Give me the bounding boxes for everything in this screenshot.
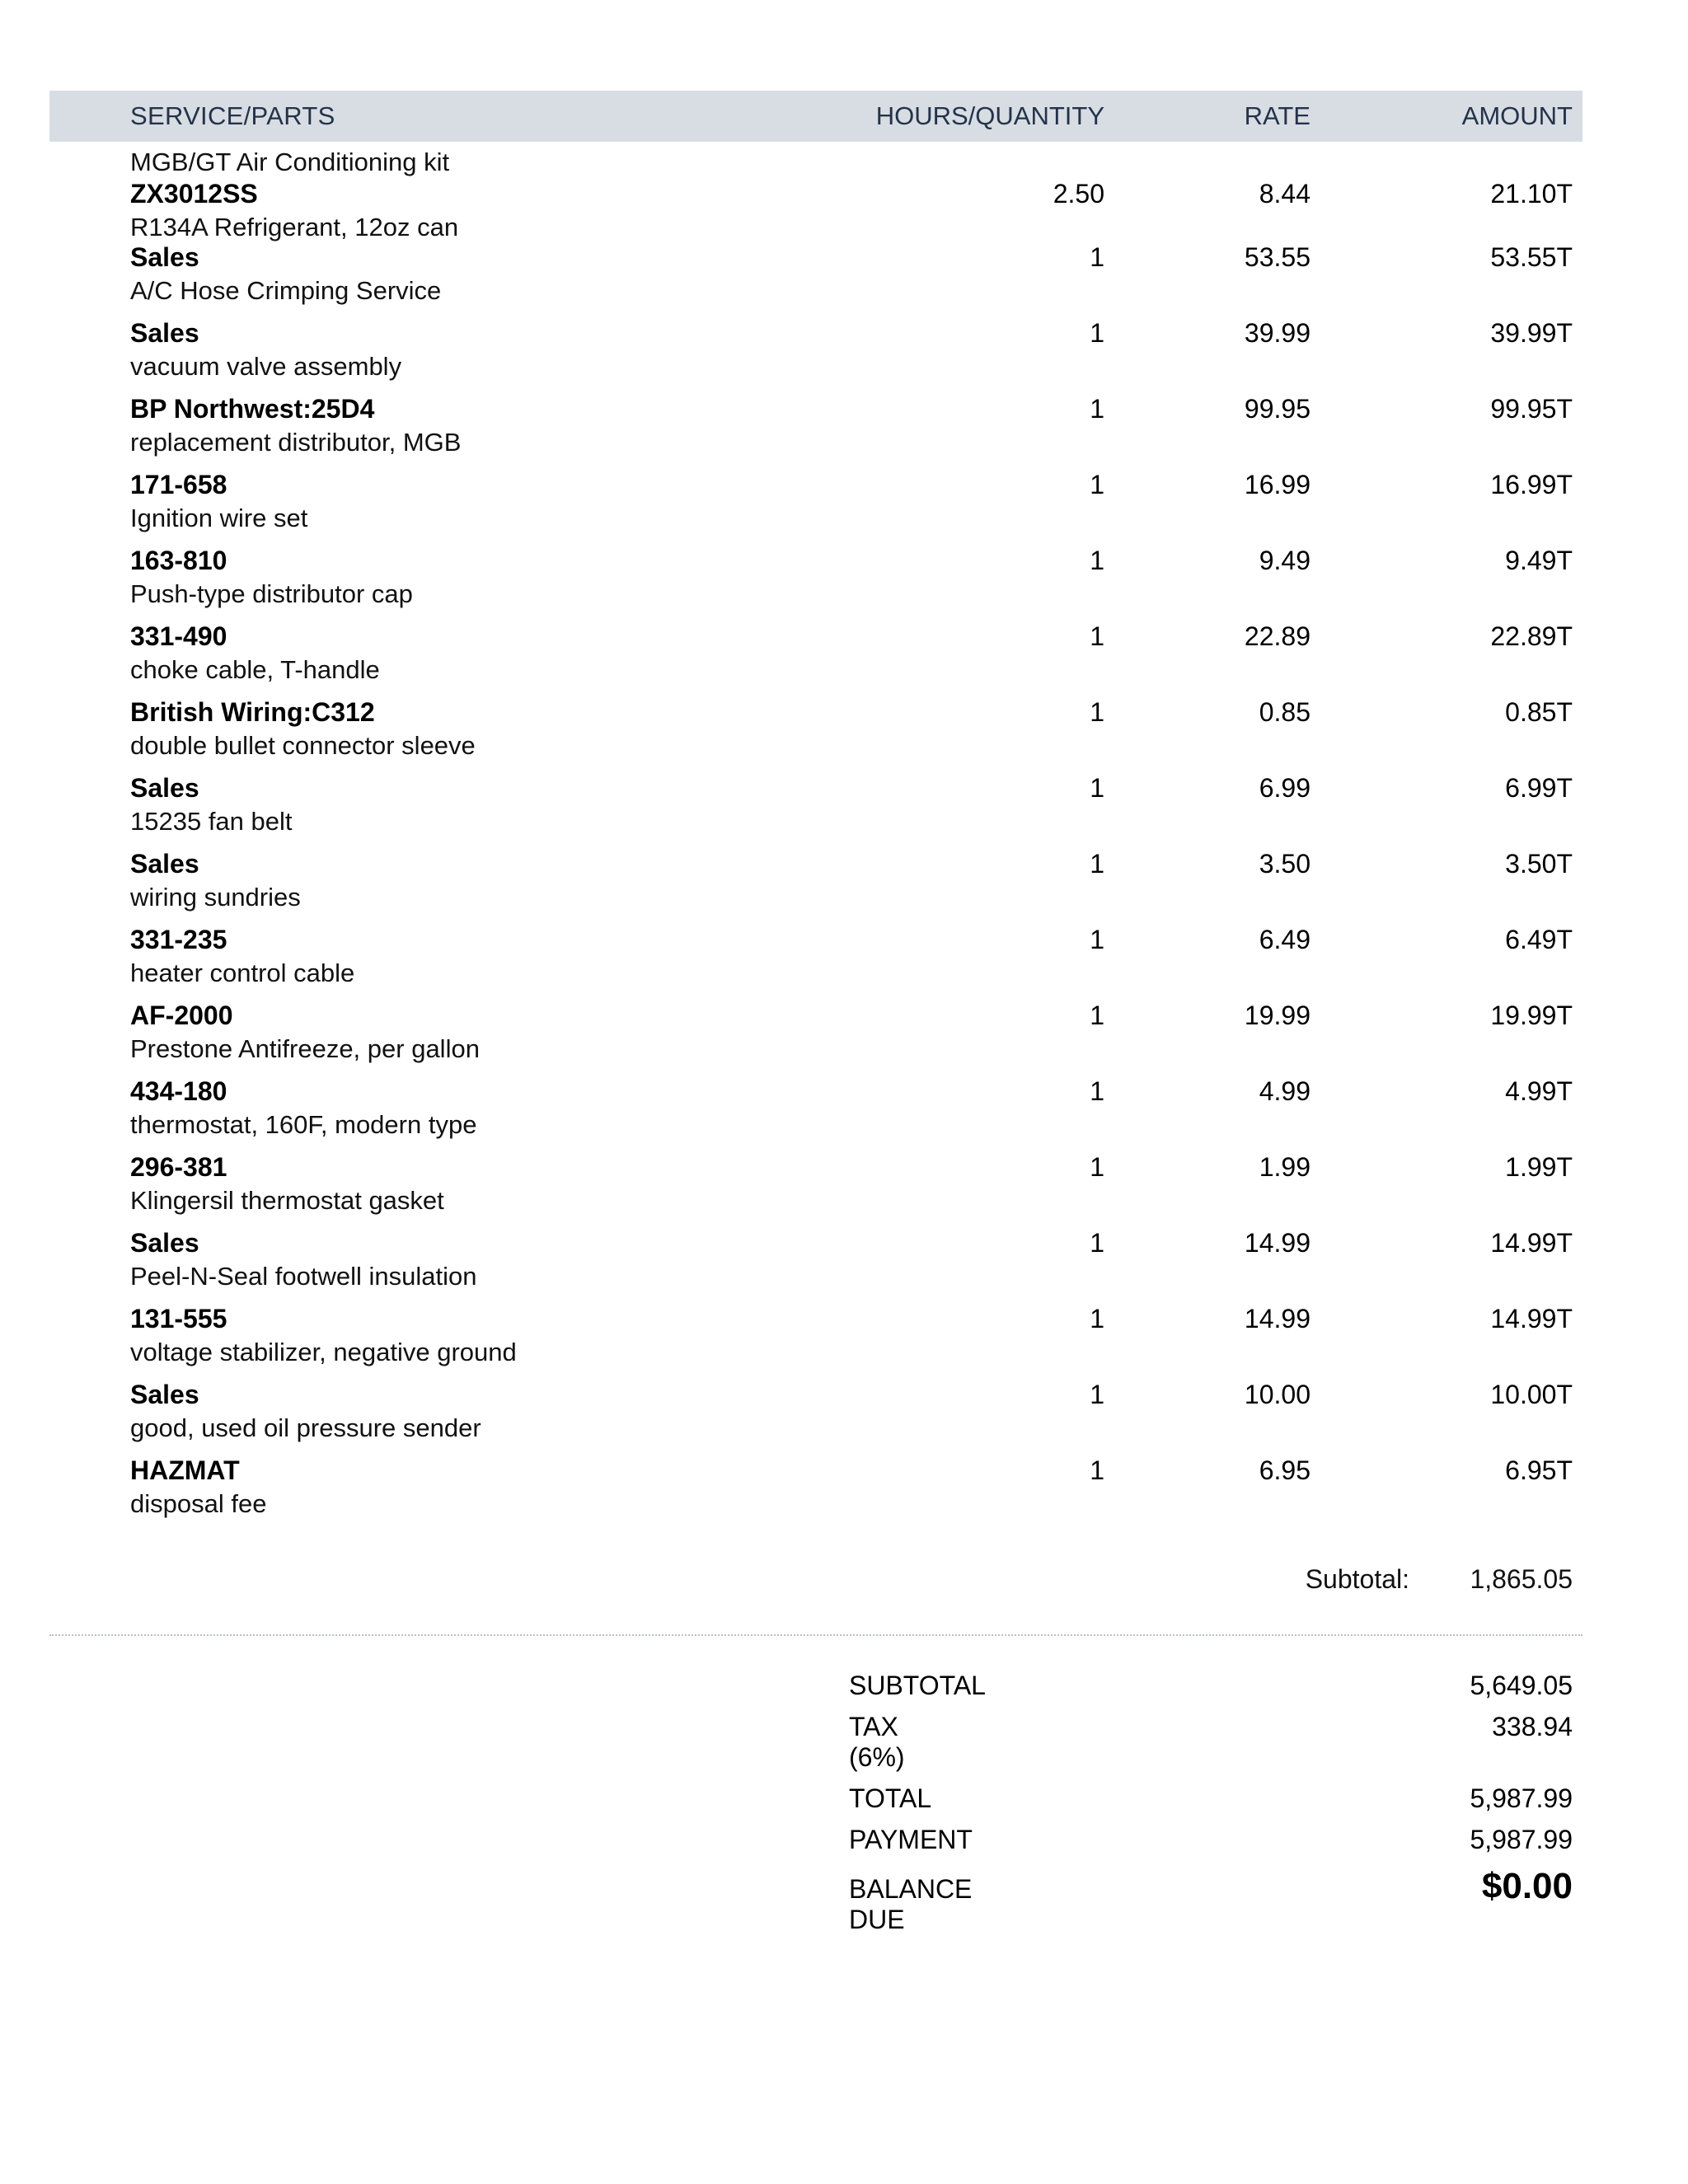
line-item-description: choke cable, T-handle [130,654,380,684]
line-item-row [49,849,1582,880]
section-subtotal-label: Subtotal: [1305,1564,1409,1595]
line-items-list [49,142,1582,1531]
line-item-row [49,394,1582,425]
line-item-code: Sales [130,1380,199,1410]
totals-block [49,1671,1582,1935]
totals-value: $0.00 [1481,1866,1573,1907]
totals-value: 5,987.99 [1470,1783,1573,1814]
line-item [49,1380,1582,1455]
totals-row [49,1825,1582,1855]
line-item-code: Sales [130,1228,199,1258]
line-item-rate: 6.95 [1259,1455,1311,1486]
line-item-quantity: 1 [1090,546,1104,576]
line-item-quantity: 1 [1090,470,1104,500]
line-item-description: Prestone Antifreeze, per gallon [130,1033,480,1063]
line-item-quantity: 1 [1090,1152,1104,1183]
line-item-description: good, used oil pressure sender [130,1413,481,1442]
line-item-row [49,1455,1582,1487]
line-item-quantity: 1 [1090,394,1104,424]
line-item-rate: 4.99 [1259,1076,1311,1107]
totals-value: 5,649.05 [1470,1671,1573,1701]
totals-row [49,1866,1582,1935]
line-item-description: A/C Hose Crimping Service [130,275,442,305]
line-item-amount: 1.99T [1505,1152,1573,1183]
line-item [49,1455,1582,1531]
totals-label: TAX (6%) [849,1712,905,1773]
line-item-code: 131-555 [130,1304,227,1334]
line-item-rate: 14.99 [1244,1228,1311,1258]
line-item-description: heater control cable [130,958,355,987]
line-item-rate: 0.85 [1259,697,1311,728]
line-item-rate: 14.99 [1244,1304,1311,1334]
line-item-code: 331-235 [130,925,227,955]
line-item-code: AF-2000 [130,1001,233,1031]
line-item-rate: 3.50 [1259,849,1311,879]
line-item-amount: 4.99T [1505,1076,1573,1107]
line-item-amount: 21.10T [1490,179,1573,209]
line-item-rate: 10.00 [1244,1380,1311,1410]
line-item-description: R134A Refrigerant, 12oz can [130,212,459,241]
line-item-row [49,1380,1582,1411]
line-item-code: Sales [130,242,199,273]
line-item-row [49,773,1582,804]
section-subtotal-row [49,1564,1582,1595]
line-item-description: double bullet connector sleeve [130,730,476,760]
table-header-row [49,91,1582,142]
line-item [49,621,1582,697]
line-item-code: ZX3012SS [130,179,258,209]
line-item-amount: 16.99T [1490,470,1573,500]
line-item-description: thermostat, 160F, modern type [130,1109,477,1139]
line-item-amount: 14.99T [1490,1304,1573,1334]
totals-row [49,1783,1582,1814]
line-item [49,1001,1582,1076]
line-item-code: HAZMAT [130,1455,240,1486]
line-item [49,242,1582,318]
totals-label: PAYMENT [849,1825,973,1855]
line-item-description: Push-type distributor cap [130,579,413,608]
line-item-quantity: 2.50 [1053,179,1104,209]
line-item-code: 171-658 [130,470,227,500]
line-item [49,546,1582,621]
line-item-quantity: 1 [1090,1380,1104,1410]
column-header-quantity: HOURS/QUANTITY [875,101,1104,130]
line-item-amount: 39.99T [1490,318,1573,349]
line-item [49,1304,1582,1380]
line-item-code: Sales [130,773,199,804]
column-header-amount: AMOUNT [1461,101,1573,130]
line-item-rate: 22.89 [1244,621,1311,652]
totals-value: 338.94 [1492,1712,1573,1742]
totals-label: BALANCE DUE [849,1874,973,1935]
line-item-code: 434-180 [130,1076,227,1107]
line-item-rate: 19.99 [1244,1001,1311,1031]
line-item-code: 163-810 [130,546,227,576]
line-item-row [49,697,1582,729]
line-item-quantity: 1 [1090,773,1104,804]
line-item-row [49,179,1582,210]
line-item-rate: 39.99 [1244,318,1311,349]
line-item-description: replacement distributor, MGB [130,427,462,457]
line-item-quantity: 1 [1090,925,1104,955]
line-item-row [49,242,1582,274]
totals-label: TOTAL [849,1783,932,1814]
line-item-code: Sales [130,849,199,879]
line-item-description: Klingersil thermostat gasket [130,1185,444,1215]
line-item-row [49,1001,1582,1032]
line-item-rate: 99.95 [1244,394,1311,424]
line-item [49,394,1582,470]
totals-label: SUBTOTAL [849,1671,986,1701]
line-item-amount: 6.49T [1505,925,1573,955]
line-item-description: Peel-N-Seal footwell insulation [130,1261,477,1291]
line-item-amount: 19.99T [1490,1001,1573,1031]
totals-row [49,1671,1582,1701]
line-item-code: British Wiring:C312 [130,697,375,728]
section-divider [49,1634,1582,1636]
line-item-quantity: 1 [1090,1228,1104,1258]
line-item-quantity: 1 [1090,1076,1104,1107]
line-item-amount: 22.89T [1490,621,1573,652]
line-item-amount: 10.00T [1490,1380,1573,1410]
line-item-amount: 99.95T [1490,394,1573,424]
line-item-amount: 9.49T [1505,546,1573,576]
line-item [49,849,1582,925]
line-item-amount: 6.99T [1505,773,1573,804]
line-item [49,925,1582,1001]
line-item-quantity: 1 [1090,1304,1104,1334]
totals-row [49,1712,1582,1773]
line-item-row [49,1304,1582,1335]
line-item-quantity: 1 [1090,318,1104,349]
line-item-rate: 1.99 [1259,1152,1311,1183]
line-item-code: BP Northwest:25D4 [130,394,375,424]
line-item-rate: 8.44 [1259,179,1311,209]
line-item-quantity: 1 [1090,1455,1104,1486]
line-item-quantity: 1 [1090,849,1104,879]
line-item-row [49,546,1582,577]
line-item-quantity: 1 [1090,1001,1104,1031]
line-item [49,318,1582,394]
line-item [49,773,1582,849]
line-item-quantity: 1 [1090,697,1104,728]
line-item-row [49,318,1582,349]
line-item-amount: 53.55T [1490,242,1573,273]
line-item-amount: 3.50T [1505,849,1573,879]
line-item-description: Ignition wire set [130,503,308,532]
line-item-quantity: 1 [1090,242,1104,273]
line-item-description: 15235 fan belt [130,806,293,836]
line-item-rate: 53.55 [1244,242,1311,273]
line-item-description: wiring sundries [130,882,301,912]
invoice-body [49,91,1582,1946]
line-item-rate: 6.99 [1259,773,1311,804]
line-item-description: vacuum valve assembly [130,351,402,381]
line-item-rate: 6.49 [1259,925,1311,955]
line-item-row [49,1228,1582,1259]
line-item [49,1076,1582,1152]
line-item [49,1228,1582,1304]
line-item-row [49,470,1582,501]
line-item-row [49,1152,1582,1183]
line-item-amount: 6.95T [1505,1455,1573,1486]
line-item-rate: 16.99 [1244,470,1311,500]
line-item [49,147,1582,242]
line-item-amount: 0.85T [1505,697,1573,728]
line-item-row [49,925,1582,956]
line-item-code: 331-490 [130,621,227,652]
totals-value: 5,987.99 [1470,1825,1573,1855]
line-item-lead-description: MGB/GT Air Conditioning kit [130,148,450,176]
line-item [49,470,1582,546]
line-item-description: voltage stabilizer, negative ground [130,1337,517,1366]
column-header-rate: RATE [1244,101,1311,130]
line-item-quantity: 1 [1090,621,1104,652]
line-item-row [49,621,1582,653]
line-item-row [49,1076,1582,1108]
line-item-description: disposal fee [130,1488,267,1518]
line-item-rate: 9.49 [1259,546,1311,576]
line-item-amount: 14.99T [1490,1228,1573,1258]
line-item [49,1152,1582,1228]
section-subtotal-value: 1,865.05 [1470,1564,1573,1595]
line-item-code: Sales [130,318,199,349]
line-item [49,697,1582,773]
column-header-description: SERVICE/PARTS [130,101,335,130]
line-item-code: 296-381 [130,1152,227,1183]
